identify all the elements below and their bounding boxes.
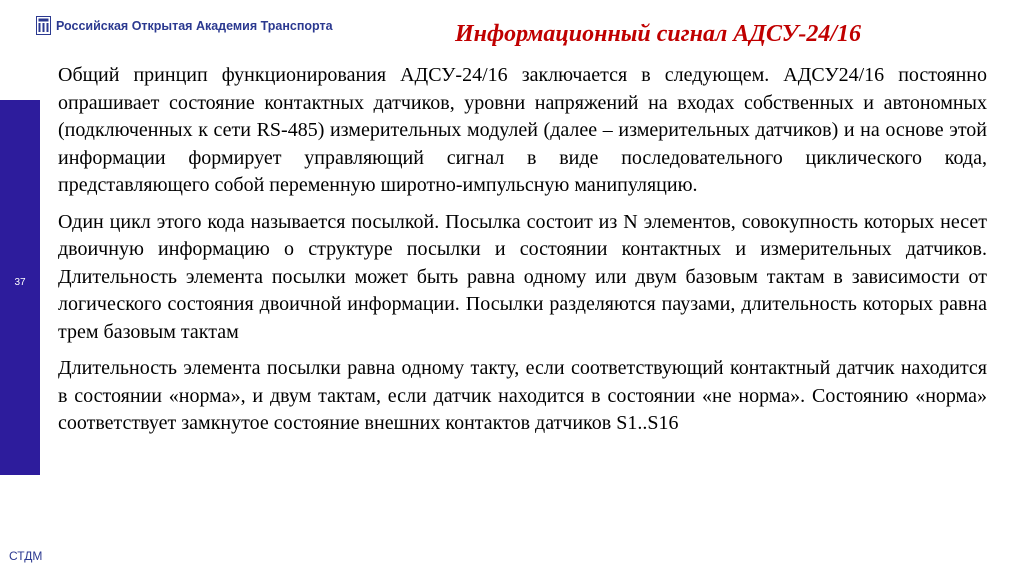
- slide-content: [58, 62, 987, 438]
- slide-title: Информационный сигнал АДСУ-24/16: [455, 21, 862, 47]
- page-number: 37: [14, 277, 26, 288]
- organization-name: Российская Открытая Академия Транспорта: [56, 19, 333, 33]
- paragraph-principle: Общий принцип функционирования АДСУ-24/16 заключается в следующем. АДСУ24/16 постоянно опрашивает состояние контактных датчиков, уровни напряжений на входах собственных и автономных (подключенных к сети RS-485) измерительных модулей (далее – измерительных датчиков) и на основе этой информации формирует управляющий сигнал в виде последовательного циклического кода, представляющего собой переменную широтно-импульсную манипуляцию.: [58, 64, 987, 196]
- side-bar: [0, 100, 40, 475]
- footer-label: СТДМ: [9, 549, 43, 563]
- paragraph-cycle: Один цикл этого кода называется посылкой. Посылка состоит из N элементов, совокупность которых несет двоичную информацию о структуре посылки и состоянии контактных и измерительных датчиков. Длительность элемента посылки может быть равна одному или двум базовым тактам в зависимости от логического состояния двоичной информации. Посылки разделяются паузами, длительность которых равна трем базовым тактам: [58, 210, 987, 343]
- paragraph-duration: Длительность элемента посылки равна одному такту, если соответствующий контактный датчик находится в состоянии «норма», и двум тактам, если датчик находится в состоянии «не норма». Состоянию «норма» соответствует замкнутое состояние внешних контактов датчиков S1..S16: [58, 357, 987, 434]
- academy-logo-icon: [36, 16, 51, 35]
